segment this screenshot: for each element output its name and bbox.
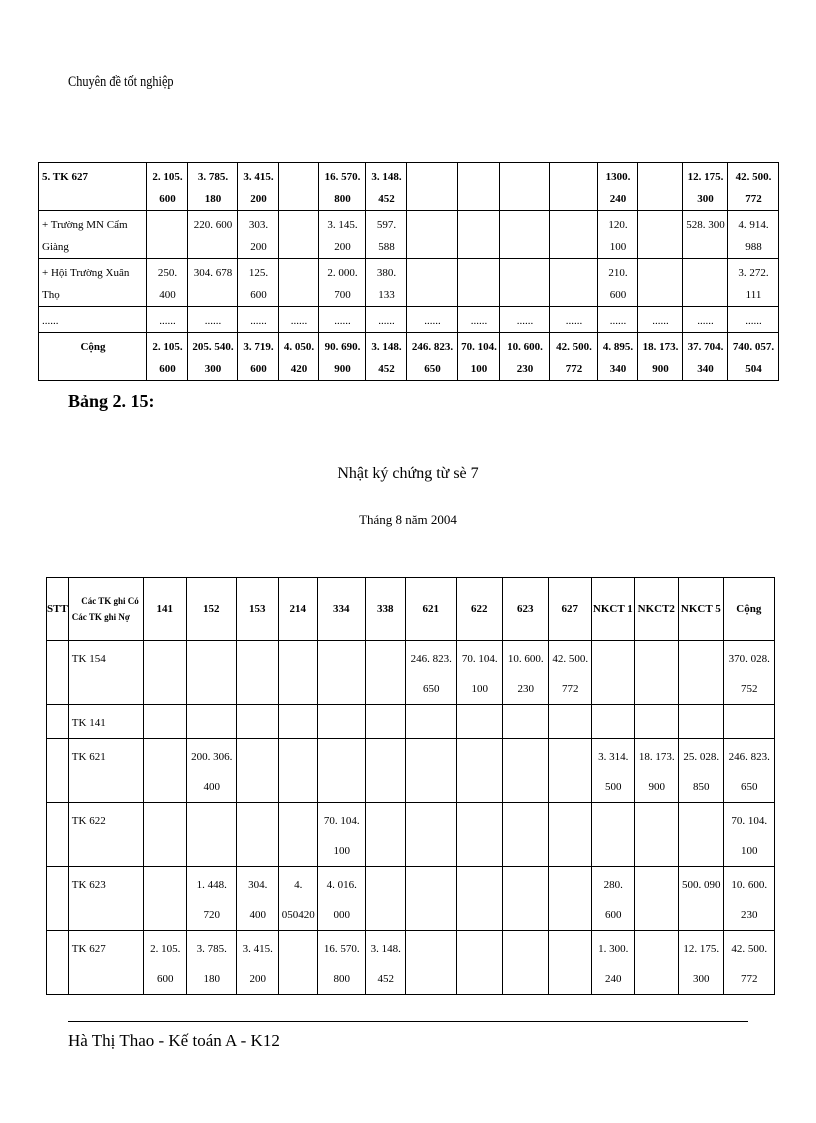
summary-cell: 3. 145. 200 <box>319 211 366 259</box>
journal-cell <box>317 705 365 739</box>
summary-cell: ...... <box>550 307 598 333</box>
summary-cell <box>458 259 500 307</box>
column-header: 621 <box>405 578 456 641</box>
summary-cell: 220. 600 <box>188 211 238 259</box>
summary-cell: 3. 415. 200 <box>238 163 279 211</box>
summary-cell: 4. 895. 340 <box>598 333 638 381</box>
summary-cell: 246. 823. 650 <box>407 333 458 381</box>
journal-cell: 304. 400 <box>236 867 278 931</box>
journal-cell: 370. 028. 752 <box>723 641 774 705</box>
journal-cell <box>548 803 591 867</box>
journal-cell <box>634 867 678 931</box>
summary-row <box>39 211 779 259</box>
summary-cell: 10. 600. 230 <box>500 333 550 381</box>
corner-header <box>68 578 143 641</box>
journal-header-row <box>47 578 775 641</box>
journal-cell <box>236 803 278 867</box>
summary-cell <box>550 211 598 259</box>
summary-cell: ...... <box>188 307 238 333</box>
journal-cell: 3. 148. 452 <box>365 931 405 995</box>
summary-cell: ...... <box>238 307 279 333</box>
summary-cell: 90. 690. 900 <box>319 333 366 381</box>
column-header: 141 <box>143 578 186 641</box>
summary-cell: 37. 704. 340 <box>683 333 728 381</box>
journal-cell <box>365 739 405 803</box>
journal-cell <box>456 705 502 739</box>
summary-cell: 250. 400 <box>147 259 188 307</box>
journal-cell <box>634 641 678 705</box>
summary-cell: ...... <box>728 307 779 333</box>
summary-cell <box>638 211 683 259</box>
journal-cell: 70. 104. 100 <box>723 803 774 867</box>
row-label: + Trường MN Cẩm Giàng <box>39 211 147 259</box>
journal-cell <box>143 739 186 803</box>
journal-row <box>47 705 775 739</box>
journal-cell <box>405 931 456 995</box>
journal-cell: 42. 500. 772 <box>723 931 774 995</box>
account-cell: TK 154 <box>68 641 143 705</box>
summary-cell <box>458 163 500 211</box>
footer-divider <box>68 1021 748 1022</box>
column-header: 623 <box>502 578 548 641</box>
journal-cell: 3. 314. 500 <box>591 739 634 803</box>
stt-cell <box>47 867 69 931</box>
journal-cell: 42. 500. 772 <box>548 641 591 705</box>
summary-cell: 42. 500. 772 <box>728 163 779 211</box>
summary-cell: ...... <box>366 307 407 333</box>
row-label: + Hội Trường Xuân Thọ <box>39 259 147 307</box>
summary-cell: 2. 000. 700 <box>319 259 366 307</box>
column-header: 334 <box>317 578 365 641</box>
journal-cell <box>502 867 548 931</box>
summary-cell: ...... <box>500 307 550 333</box>
account-cell: TK 622 <box>68 803 143 867</box>
journal-table <box>46 577 775 995</box>
summary-cell: 3. 272. 111 <box>728 259 779 307</box>
journal-cell <box>723 705 774 739</box>
journal-cell <box>143 641 186 705</box>
summary-cell: 12. 175. 300 <box>683 163 728 211</box>
journal-cell <box>456 931 502 995</box>
debit-accounts-label: Các TK ghi Nợ <box>71 612 130 622</box>
summary-cell: 2. 105. 600 <box>147 163 188 211</box>
account-cell: TK 623 <box>68 867 143 931</box>
summary-cell: ...... <box>407 307 458 333</box>
summary-cell <box>550 259 598 307</box>
journal-cell <box>502 705 548 739</box>
journal-cell <box>634 705 678 739</box>
journal-row <box>47 641 775 705</box>
column-header: Cộng <box>723 578 774 641</box>
journal-title: Nhật ký chứng từ sè 7 <box>337 465 479 482</box>
summary-row <box>39 163 779 211</box>
summary-cell <box>638 259 683 307</box>
summary-cell: ...... <box>683 307 728 333</box>
journal-row <box>47 867 775 931</box>
summary-cell <box>147 211 188 259</box>
journal-cell <box>317 739 365 803</box>
account-cell: TK 627 <box>68 931 143 995</box>
journal-cell <box>502 803 548 867</box>
summary-cell: 2. 105. 600 <box>147 333 188 381</box>
stt-cell <box>47 705 69 739</box>
journal-cell: 3. 785. 180 <box>186 931 236 995</box>
row-label: ...... <box>39 307 147 333</box>
journal-cell <box>405 739 456 803</box>
summary-cell: 210. 600 <box>598 259 638 307</box>
journal-cell: 18. 173. 900 <box>634 739 678 803</box>
summary-cell: 70. 104. 100 <box>458 333 500 381</box>
journal-cell: 70. 104. 100 <box>317 803 365 867</box>
journal-cell: 246. 823. 650 <box>405 641 456 705</box>
journal-cell: 16. 570. 800 <box>317 931 365 995</box>
journal-cell <box>365 705 405 739</box>
journal-subtitle: Tháng 8 năm 2004 <box>359 512 457 527</box>
journal-cell: 25. 028. 850 <box>678 739 723 803</box>
journal-cell <box>365 867 405 931</box>
stt-cell <box>47 739 69 803</box>
journal-cell <box>236 705 278 739</box>
journal-cell <box>678 705 723 739</box>
summary-cell <box>407 211 458 259</box>
journal-cell <box>278 931 317 995</box>
account-cell: TK 141 <box>68 705 143 739</box>
footer-author: Hà Thị Thao - Kế toán A - K12 <box>68 1031 280 1050</box>
journal-cell: 10. 600. 230 <box>723 867 774 931</box>
stt-cell <box>47 803 69 867</box>
journal-cell: 10. 600. 230 <box>502 641 548 705</box>
summary-cell: 3. 148. 452 <box>366 333 407 381</box>
summary-cell: 740. 057. 504 <box>728 333 779 381</box>
journal-cell <box>278 803 317 867</box>
journal-cell <box>143 705 186 739</box>
journal-cell: 12. 175. 300 <box>678 931 723 995</box>
journal-cell: 4. 016. 000 <box>317 867 365 931</box>
journal-cell: 500. 090 <box>678 867 723 931</box>
column-header: 214 <box>278 578 317 641</box>
journal-cell <box>143 867 186 931</box>
journal-cell <box>634 803 678 867</box>
summary-row <box>39 333 779 381</box>
journal-cell <box>236 641 278 705</box>
summary-cell <box>500 259 550 307</box>
journal-cell <box>186 641 236 705</box>
summary-cell: 380. 133 <box>366 259 407 307</box>
column-header: 152 <box>186 578 236 641</box>
journal-cell <box>548 931 591 995</box>
stt-cell <box>47 641 69 705</box>
summary-row <box>39 259 779 307</box>
summary-cell <box>279 259 319 307</box>
summary-cell: 3. 719. 600 <box>238 333 279 381</box>
column-header: 153 <box>236 578 278 641</box>
column-header: 622 <box>456 578 502 641</box>
summary-cell: 42. 500. 772 <box>550 333 598 381</box>
journal-row <box>47 803 775 867</box>
journal-cell <box>502 931 548 995</box>
summary-cell: ...... <box>458 307 500 333</box>
journal-row <box>47 739 775 803</box>
journal-cell <box>143 803 186 867</box>
journal-cell <box>591 803 634 867</box>
summary-cell: 120. 100 <box>598 211 638 259</box>
summary-cell <box>683 259 728 307</box>
summary-cell: 4. 914. 988 <box>728 211 779 259</box>
summary-cell: 1300. 240 <box>598 163 638 211</box>
journal-cell <box>456 803 502 867</box>
journal-cell <box>278 641 317 705</box>
journal-cell <box>634 931 678 995</box>
document-header: Chuyên đề tốt nghiệp <box>68 74 174 90</box>
journal-cell <box>502 739 548 803</box>
column-header: 627 <box>548 578 591 641</box>
journal-cell: 200. 306. 400 <box>186 739 236 803</box>
summary-cell: 597. 588 <box>366 211 407 259</box>
row-label: Cộng <box>39 333 147 381</box>
account-cell: TK 621 <box>68 739 143 803</box>
summary-cell <box>279 163 319 211</box>
credit-accounts-label: Các TK ghi Có <box>81 596 139 606</box>
summary-cell: 125. 600 <box>238 259 279 307</box>
summary-cell <box>458 211 500 259</box>
summary-cell: ...... <box>598 307 638 333</box>
summary-cell: ...... <box>147 307 188 333</box>
journal-cell <box>278 705 317 739</box>
journal-cell: 2. 105. 600 <box>143 931 186 995</box>
summary-cell: 18. 173. 900 <box>638 333 683 381</box>
journal-cell <box>365 803 405 867</box>
column-header: NKCT 5 <box>678 578 723 641</box>
journal-row <box>47 931 775 995</box>
journal-cell <box>186 705 236 739</box>
journal-cell: 1. 300. 240 <box>591 931 634 995</box>
journal-cell <box>236 739 278 803</box>
journal-cell: 246. 823. 650 <box>723 739 774 803</box>
summary-cell <box>550 163 598 211</box>
table-caption: Bảng 2. 15: <box>68 391 155 411</box>
summary-cell <box>407 163 458 211</box>
summary-row <box>39 307 779 333</box>
journal-cell <box>365 641 405 705</box>
journal-cell: 4. 050420 <box>278 867 317 931</box>
journal-cell <box>678 641 723 705</box>
summary-cell: 16. 570. 800 <box>319 163 366 211</box>
journal-cell <box>456 867 502 931</box>
journal-cell <box>456 739 502 803</box>
column-header: 338 <box>365 578 405 641</box>
summary-cell <box>279 211 319 259</box>
journal-cell: 1. 448. 720 <box>186 867 236 931</box>
summary-cell <box>407 259 458 307</box>
column-header: NKCT 1 <box>591 578 634 641</box>
summary-cell <box>500 163 550 211</box>
journal-cell <box>678 803 723 867</box>
summary-table <box>38 162 779 381</box>
journal-cell <box>405 867 456 931</box>
stt-header: STT <box>47 578 69 641</box>
journal-cell <box>186 803 236 867</box>
summary-cell: 4. 050. 420 <box>279 333 319 381</box>
journal-cell <box>548 867 591 931</box>
journal-cell <box>591 705 634 739</box>
journal-cell <box>405 803 456 867</box>
summary-cell: 304. 678 <box>188 259 238 307</box>
summary-cell: 528. 300 <box>683 211 728 259</box>
journal-cell <box>591 641 634 705</box>
summary-cell: 3. 148. 452 <box>366 163 407 211</box>
journal-cell <box>548 705 591 739</box>
journal-cell <box>278 739 317 803</box>
summary-cell: ...... <box>279 307 319 333</box>
summary-cell: 205. 540. 300 <box>188 333 238 381</box>
column-header: NKCT2 <box>634 578 678 641</box>
journal-cell: 280. 600 <box>591 867 634 931</box>
journal-cell: 70. 104. 100 <box>456 641 502 705</box>
row-label: 5. TK 627 <box>39 163 147 211</box>
journal-cell: 3. 415. 200 <box>236 931 278 995</box>
summary-cell <box>638 163 683 211</box>
stt-cell <box>47 931 69 995</box>
summary-cell: ...... <box>319 307 366 333</box>
journal-cell <box>405 705 456 739</box>
journal-cell <box>317 641 365 705</box>
summary-cell: ...... <box>638 307 683 333</box>
journal-cell <box>548 739 591 803</box>
summary-cell: 3. 785. 180 <box>188 163 238 211</box>
summary-cell: 303. 200 <box>238 211 279 259</box>
summary-cell <box>500 211 550 259</box>
